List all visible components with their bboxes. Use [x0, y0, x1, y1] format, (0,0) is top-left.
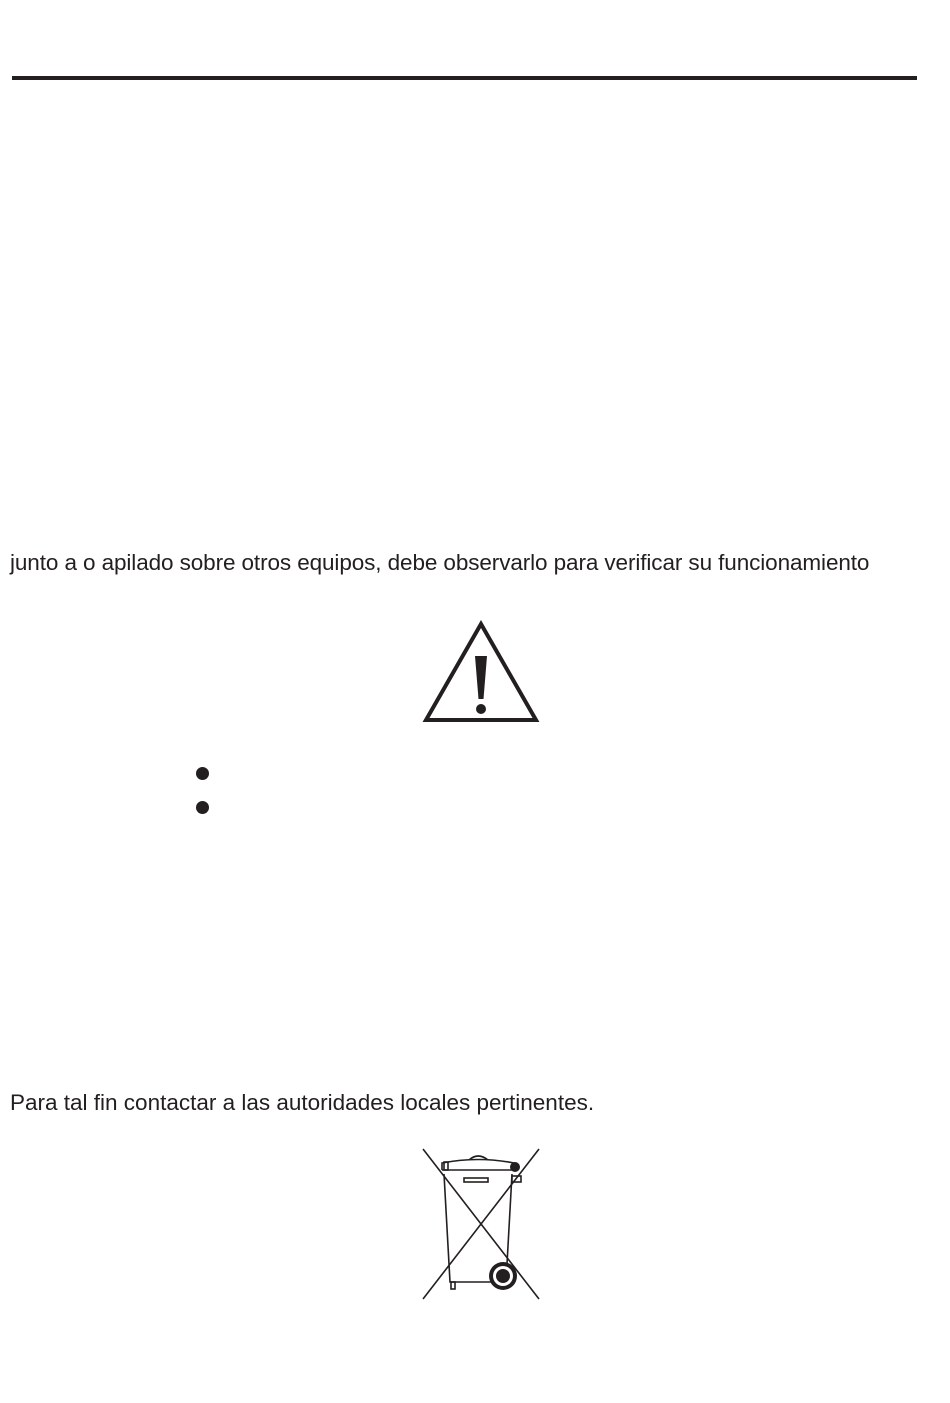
bullet-dot-icon — [196, 767, 209, 780]
warning-triangle-icon — [422, 620, 540, 724]
header-rule — [12, 76, 917, 80]
stacking-warning-text: junto a o apilado sobre otros equipos, debe observarlo para verificar su funcionamiento — [10, 550, 870, 575]
bullet-dot-icon — [196, 801, 209, 814]
crossed-out-wheelie-bin-icon — [420, 1146, 542, 1302]
disposal-contact-text: Para tal fin contactar a las autoridades locales pertinentes. — [10, 1090, 595, 1115]
